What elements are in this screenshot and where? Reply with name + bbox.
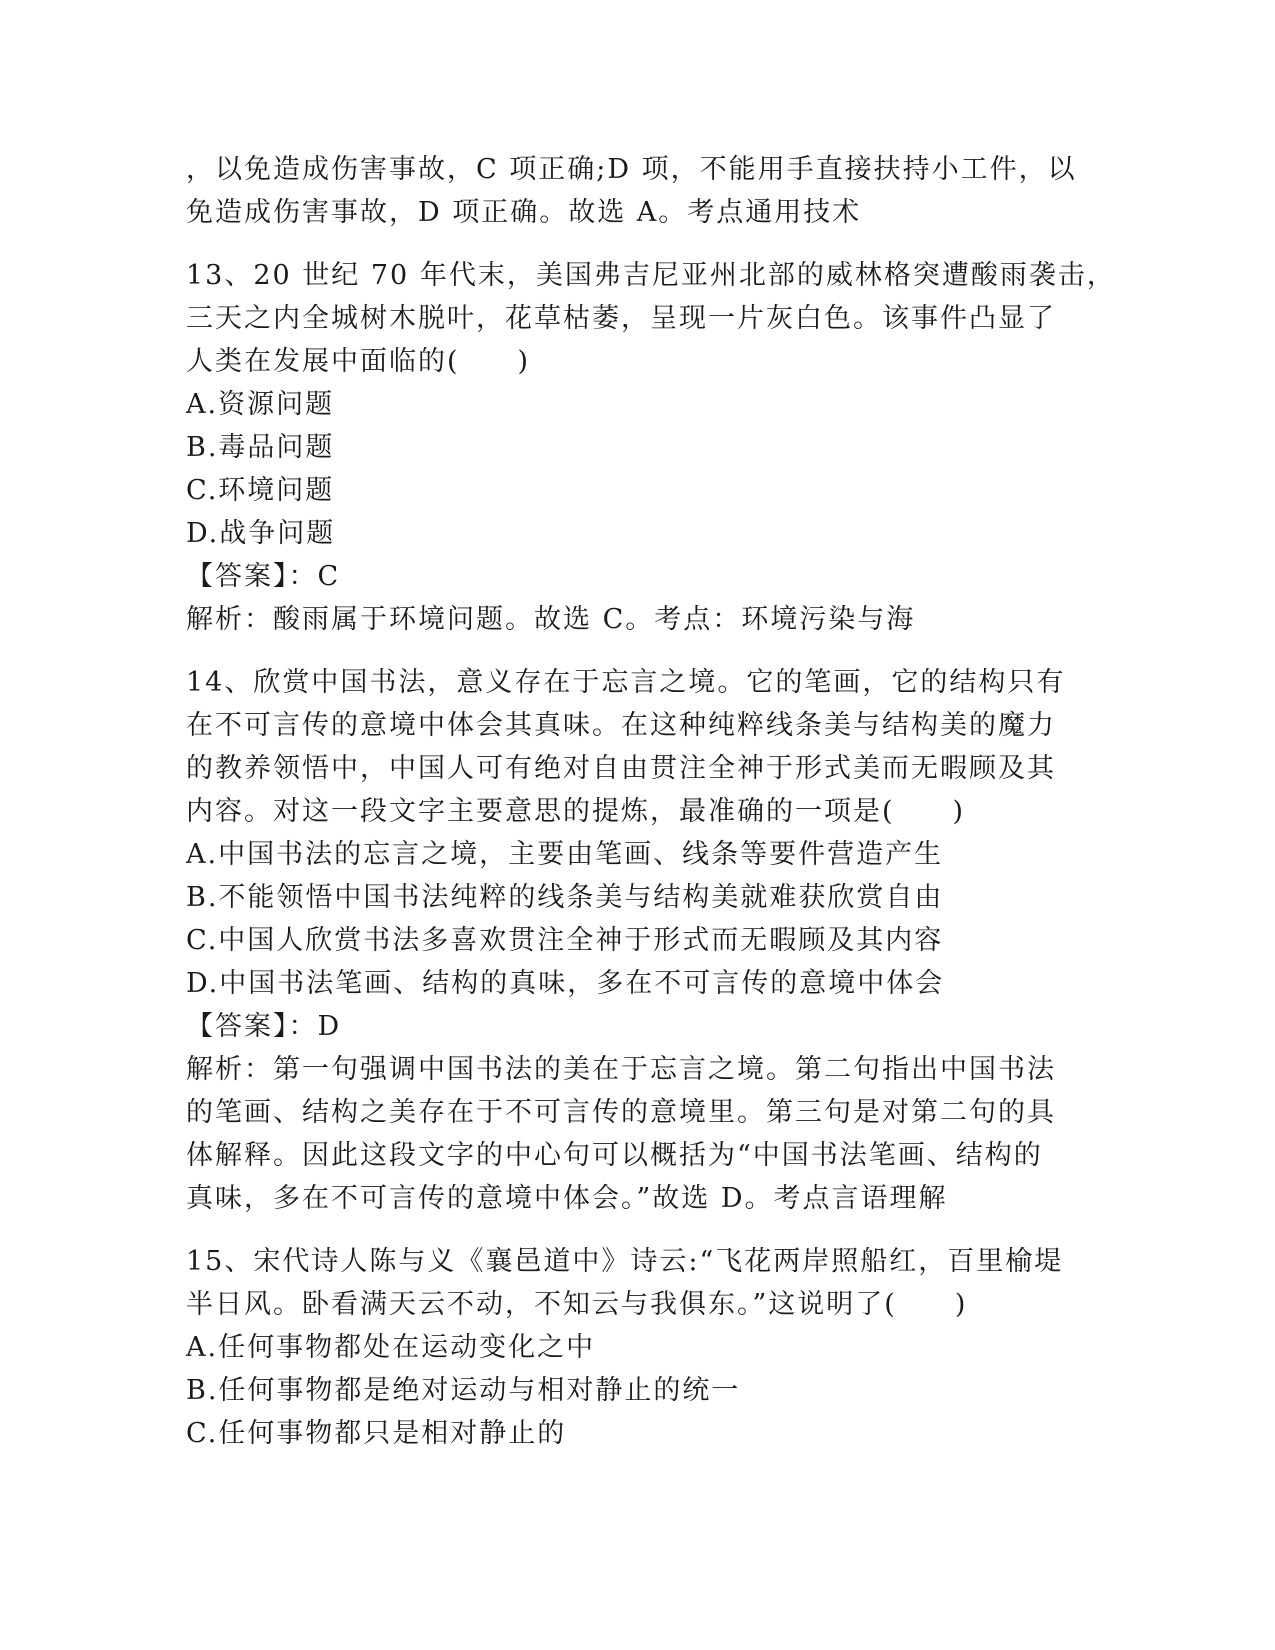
analysis-line: 解析：酸雨属于环境问题。故选 C。考点：环境污染与海 (186, 604, 916, 635)
option-a: A.资源问题 (186, 389, 335, 420)
question-text-line: 内容。对这一段文字主要意思的提炼，最准确的一项是( ) (186, 796, 966, 827)
question-text-line: 三天之内全城树木脱叶，花草枯萎，呈现一片灰白色。该事件凸显了 (186, 303, 1056, 334)
question-text-line: 13、20 世纪 70 年代末，美国弗吉尼亚州北部的威林格突遭酸雨袭击， (186, 260, 1116, 291)
question-15 (186, 1240, 1086, 1455)
question-text-line: 的教养领悟中，中国人可有绝对自由贯注全神于形式美而无暇顾及其 (186, 753, 1056, 784)
document-page (186, 148, 1116, 1455)
option-a: A.任何事物都处在运动变化之中 (186, 1332, 596, 1363)
question-text-line: 14、欣赏中国书法，意义存在于忘言之境。它的笔画，它的结构只有 (186, 667, 1066, 698)
option-b: B.任何事物都是绝对运动与相对静止的统一 (186, 1375, 741, 1406)
option-a: A.中国书法的忘言之境，主要由笔画、线条等要件营造产生 (186, 839, 944, 870)
option-c: C.任何事物都只是相对静止的 (186, 1418, 567, 1449)
analysis-line: 真味，多在不可言传的意境中体会。”故选 D。考点言语理解 (186, 1183, 948, 1214)
text-line: ，以免造成伤害事故，C 项正确;D 项，不能用手直接扶持小工件，以 (186, 154, 1077, 185)
analysis-line: 的笔画、结构之美存在于不可言传的意境里。第三句是对第二句的具 (186, 1097, 1056, 1128)
option-b: B.不能领悟中国书法纯粹的线条美与结构美就难获欣赏自由 (186, 882, 944, 913)
answer-line: 【答案】：C (186, 561, 341, 592)
text-line: 免造成伤害事故，D 项正确。故选 A。考点通用技术 (186, 197, 862, 228)
analysis-line: 解析：第一句强调中国书法的美在于忘言之境。第二句指出中国书法 (186, 1054, 1056, 1085)
option-c: C.中国人欣赏书法多喜欢贯注全神于形式而无暇顾及其内容 (186, 925, 944, 956)
question-13 (186, 254, 1116, 641)
option-d: D.中国书法笔画、结构的真味，多在不可言传的意境中体会 (186, 968, 945, 999)
question-text-line: 人类在发展中面临的( ) (186, 346, 531, 377)
analysis-line: 体解释。因此这段文字的中心句可以概括为“中国书法笔画、结构的 (186, 1140, 1043, 1171)
question-text-line: 15、宋代诗人陈与义《襄邑道中》诗云:“飞花两岸照船红，百里榆堤 (186, 1246, 1064, 1277)
previous-analysis-continuation (186, 148, 1086, 234)
question-text-line: 在不可言传的意境中体会其真味。在这种纯粹线条美与结构美的魔力 (186, 710, 1056, 741)
option-c: C.环境问题 (186, 475, 335, 506)
option-d: D.战争问题 (186, 518, 336, 549)
question-14 (186, 661, 1086, 1220)
answer-line: 【答案】：D (186, 1011, 342, 1042)
option-b: B.毒品问题 (186, 432, 335, 463)
question-text-line: 半日风。卧看满天云不动，不知云与我俱东。”这说明了( ) (186, 1289, 968, 1320)
